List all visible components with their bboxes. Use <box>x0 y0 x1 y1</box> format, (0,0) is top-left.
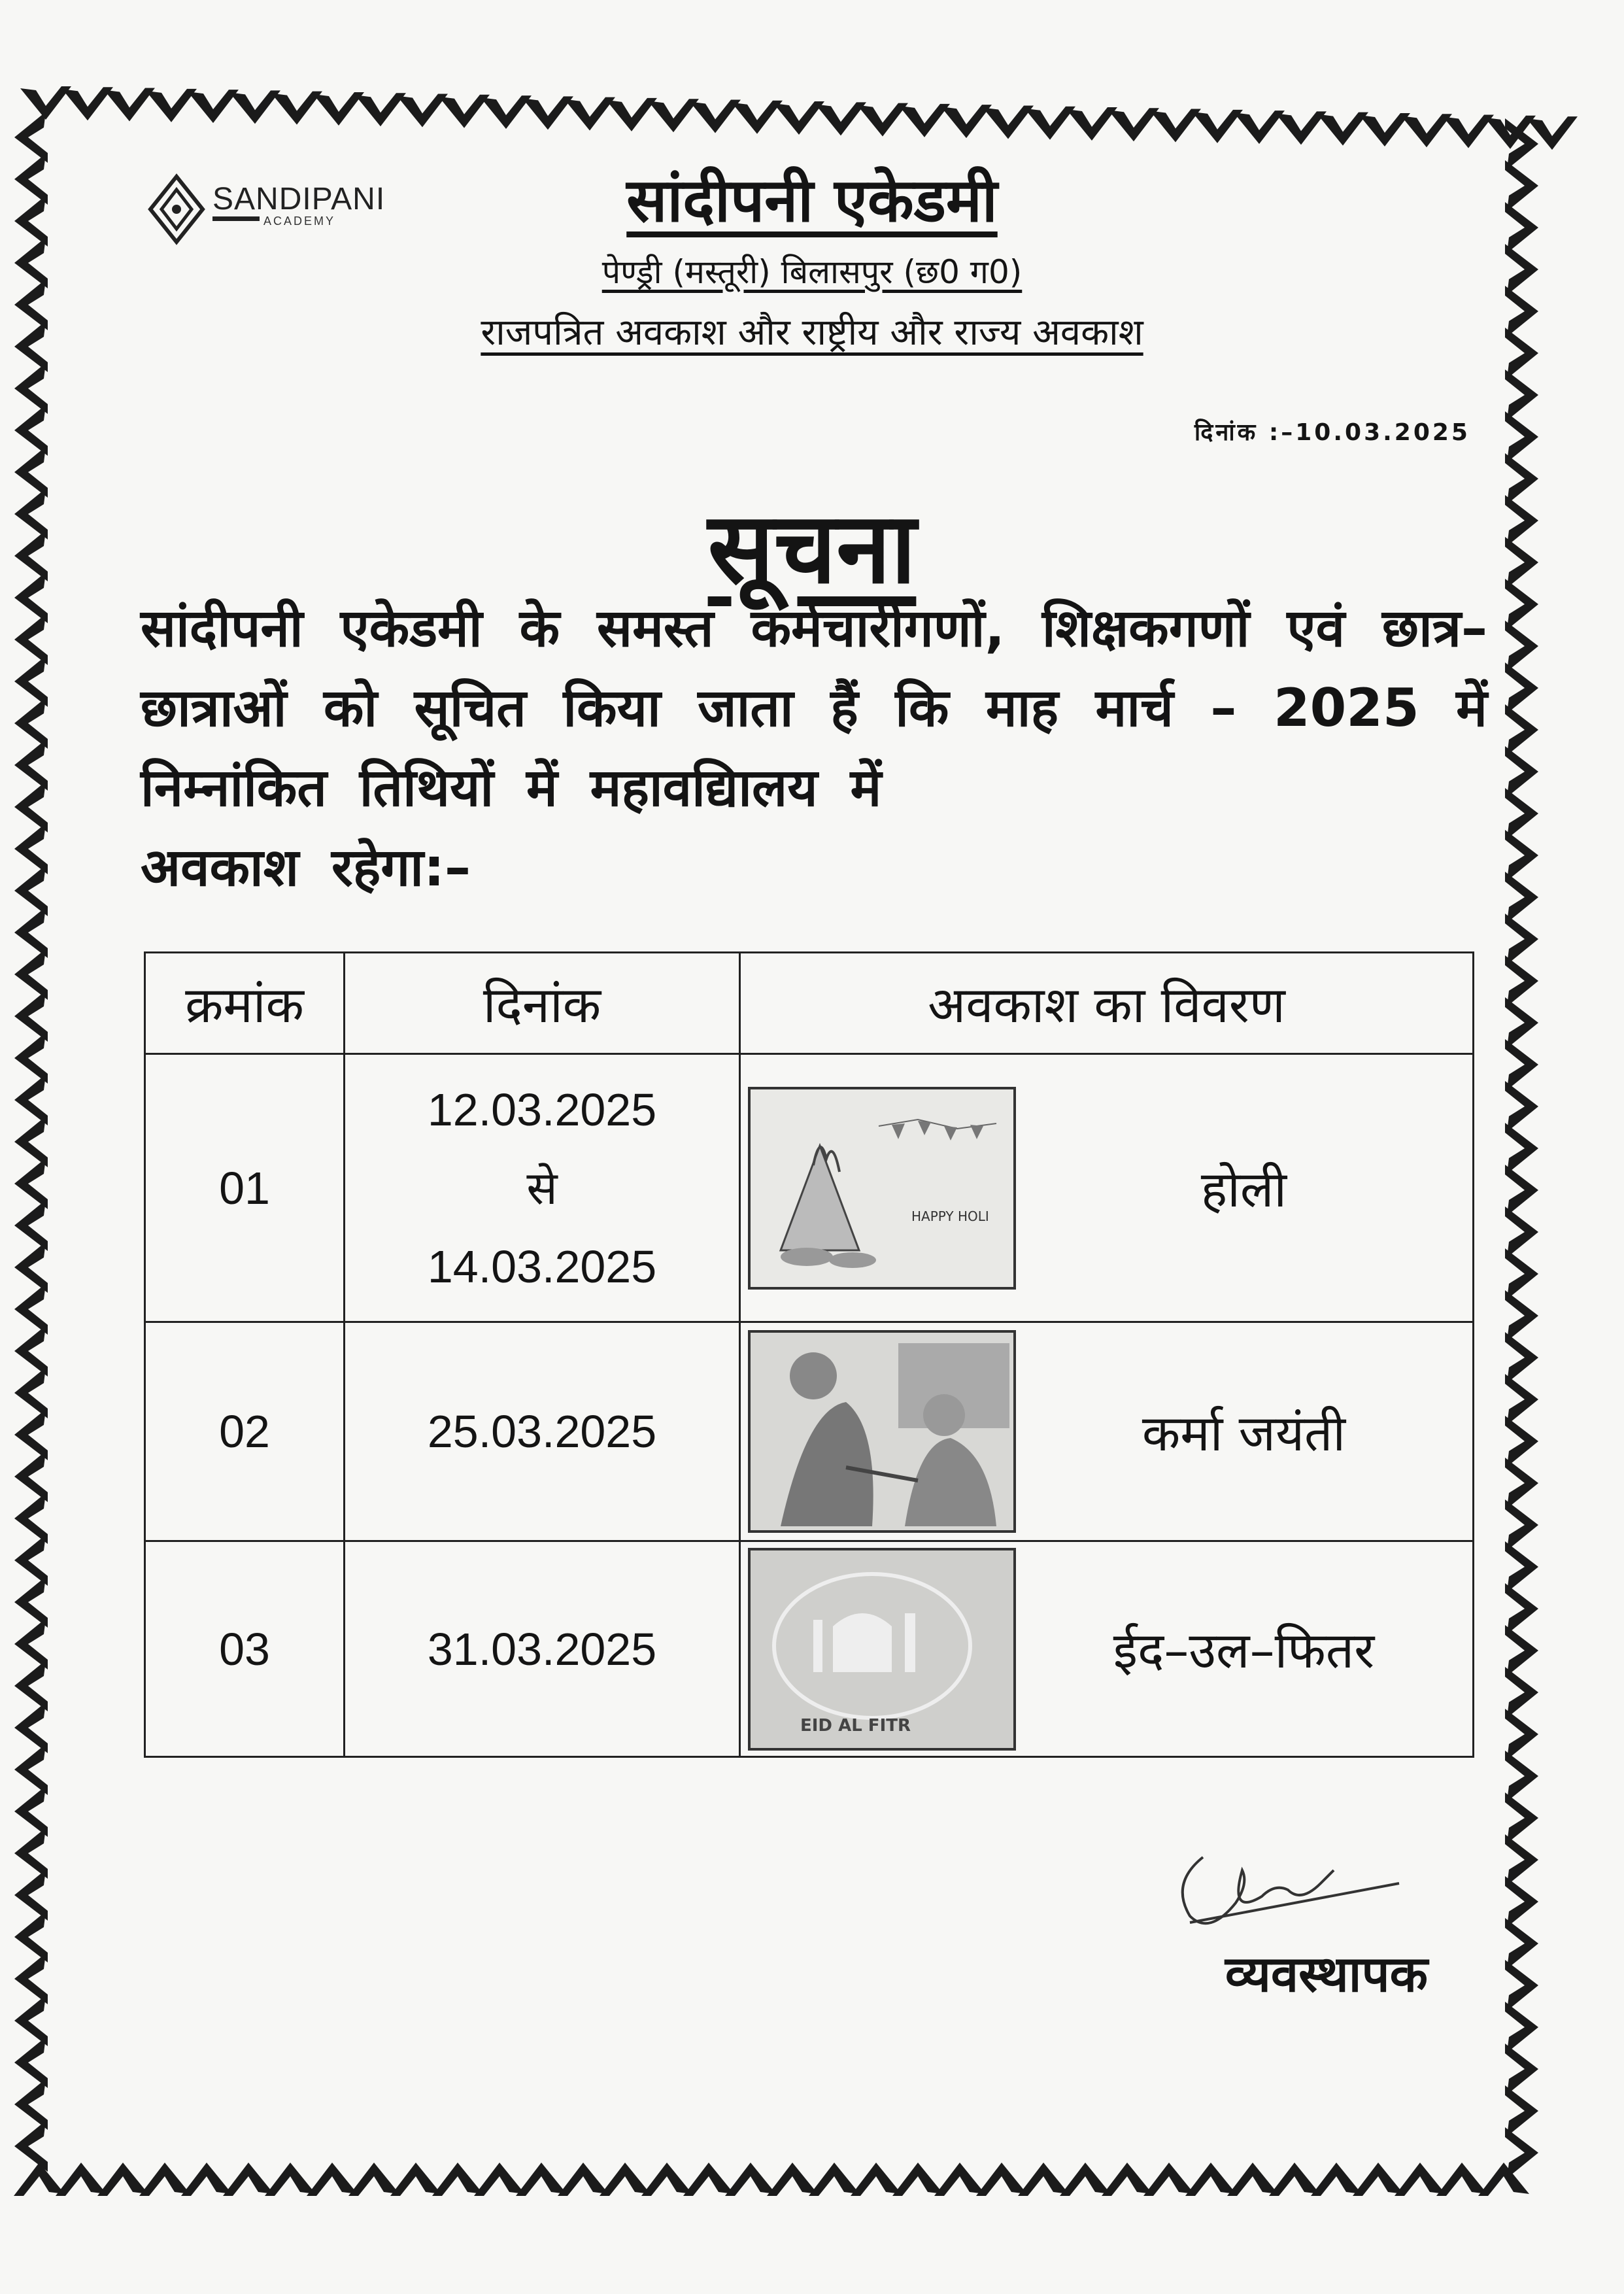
header-date: दिनांक <box>345 953 740 1054</box>
border-bird-icon <box>1505 914 1538 965</box>
border-bird-icon <box>62 87 113 120</box>
border-bird-icon <box>648 99 699 132</box>
border-bird-icon <box>14 1953 48 2004</box>
border-bird-icon <box>223 2163 274 2196</box>
border-bird-icon <box>809 2163 860 2196</box>
border-bird-icon <box>97 2163 148 2196</box>
border-bird-icon <box>14 614 48 665</box>
notice-body-last: अवकाश रहेगा:– <box>141 837 471 898</box>
border-bird-icon <box>1108 108 1159 141</box>
signature <box>1164 1844 1412 1949</box>
border-bird-icon <box>14 1493 48 1544</box>
row-holiday-name: कर्मा जयंती <box>1142 1403 1346 1462</box>
border-bird-icon <box>14 991 48 1042</box>
header-sno: क्रमांक <box>145 953 345 1054</box>
row-holiday-name: होली <box>1200 1160 1287 1218</box>
border-bird-icon <box>14 1618 48 1669</box>
border-bird-icon <box>1276 111 1327 145</box>
academy-address: पेण्ड्री (मस्तूरी) बिलासपुर (छ0 ग0) <box>601 253 1023 291</box>
border-bird-icon <box>1505 746 1538 797</box>
table-row <box>145 1322 1474 1541</box>
border-bird-icon <box>1505 1374 1538 1425</box>
border-bird-icon <box>1505 830 1538 881</box>
border-bird-icon <box>1505 1081 1538 1132</box>
border-bird-icon <box>815 102 866 135</box>
border-bird-icon <box>606 98 657 131</box>
row-date-from: 12.03.2025 <box>427 1084 657 1135</box>
border-bird-icon <box>1505 2002 1538 2053</box>
border-bird-icon <box>1311 2163 1362 2196</box>
row-description <box>740 1054 1474 1322</box>
border-bird-icon <box>857 103 908 137</box>
logo-sub: ACADEMY <box>263 214 336 228</box>
border-bird-icon <box>1505 1960 1538 2011</box>
border-bird-icon <box>725 2163 776 2196</box>
border-bird-icon <box>1505 1165 1538 1216</box>
border-bird-icon <box>1505 1625 1538 1676</box>
border-bird-icon <box>14 1702 48 1753</box>
border-bird-icon <box>181 2163 232 2196</box>
border-bird-icon <box>14 2079 48 2130</box>
border-bird-icon <box>307 2163 358 2196</box>
border-bird-icon <box>1505 1039 1538 1090</box>
holi-image-text: HAPPY HOLI <box>911 1208 989 1224</box>
border-bird-icon <box>14 1326 48 1377</box>
border-bird-icon <box>14 949 48 1000</box>
border-bird-icon <box>1505 955 1538 1006</box>
border-bird-icon <box>14 1074 48 1125</box>
border-bird-icon <box>1505 2044 1538 2095</box>
border-bird-icon <box>1185 2163 1236 2196</box>
border-bird-icon <box>14 1995 48 2046</box>
border-bird-icon <box>934 2163 985 2196</box>
border-bird-icon <box>1505 1751 1538 1802</box>
border-bird-icon <box>355 93 406 126</box>
border-bird-icon <box>1505 872 1538 923</box>
border-bird-icon <box>1192 110 1243 143</box>
karma-jayanti-image <box>748 1330 1016 1533</box>
border-bird-icon <box>773 101 824 135</box>
border-bird-icon <box>1505 662 1538 713</box>
border-bird-icon <box>1066 107 1117 141</box>
border-bird-icon <box>976 2163 1027 2196</box>
border-bird-icon <box>348 2163 399 2196</box>
border-bird-icon <box>14 1870 48 1921</box>
border-bird-icon <box>1143 2163 1194 2196</box>
border-bird-icon <box>1505 1332 1538 1383</box>
border-bird-icon <box>1505 1123 1538 1174</box>
border-bird-icon <box>851 2163 902 2196</box>
table-row <box>145 1541 1474 1757</box>
border-bird-icon <box>1505 621 1538 672</box>
border-bird-icon <box>641 2163 692 2196</box>
border-bird-icon <box>1505 997 1538 1048</box>
border-bird-icon <box>1150 109 1201 143</box>
border-bird-icon <box>14 2037 48 2088</box>
border-bird-icon <box>390 2163 441 2196</box>
border-bird-icon <box>1436 2163 1487 2196</box>
border-bird-icon <box>564 97 615 131</box>
border-bird-icon <box>14 2121 48 2172</box>
border-bird-icon <box>14 2163 65 2196</box>
border-bird-icon <box>14 363 48 414</box>
border-bird-icon <box>14 1828 48 1879</box>
border-bird-icon <box>1505 1541 1538 1592</box>
eid-image-text: EID AL FITR <box>800 1715 911 1736</box>
border-bird-icon <box>1505 2127 1538 2178</box>
border-bird-icon <box>1505 1583 1538 1634</box>
notice-date: दिनांक :–10.03.2025 <box>1194 419 1470 446</box>
border-bird-icon <box>14 1200 48 1251</box>
border-bird-icon <box>892 2163 943 2196</box>
border-bird-icon <box>1234 111 1285 144</box>
border-bird-icon <box>14 698 48 749</box>
table-header-row <box>145 953 1474 1054</box>
border-bird-icon <box>139 2163 190 2196</box>
row-sno: 03 <box>145 1541 345 1757</box>
border-bird-icon <box>104 88 155 122</box>
border-bird-icon <box>1395 2163 1446 2196</box>
header-description: अवकाश का विवरण <box>740 953 1474 1054</box>
border-bird-icon <box>14 112 48 163</box>
border-bird-icon <box>1505 1207 1538 1258</box>
border-bird-icon <box>313 92 364 126</box>
border-bird-icon <box>1505 369 1538 420</box>
border-bird-icon <box>14 405 48 456</box>
border-bird-icon <box>1018 2163 1069 2196</box>
border-bird-icon <box>1353 2163 1404 2196</box>
border-bird-icon <box>14 1744 48 1795</box>
border-bird-icon <box>1478 2163 1529 2196</box>
border-bird-icon <box>1505 1248 1538 1299</box>
border-bird-icon <box>1505 1792 1538 1843</box>
signer-title: व्यवस्थापक <box>1225 1945 1428 2003</box>
border-bird-icon <box>1505 1709 1538 1760</box>
row-holiday-name: ईद–उल–फितर <box>1113 1621 1375 1679</box>
border-bird-icon <box>732 101 783 134</box>
border-bird-icon <box>14 740 48 791</box>
border-bird-icon <box>271 92 322 125</box>
border-bird-icon <box>1060 2163 1111 2196</box>
border-bird-icon <box>14 1577 48 1628</box>
row-date <box>345 1054 740 1322</box>
border-bird-icon <box>397 94 448 128</box>
holiday-table <box>144 951 1474 1758</box>
table-row <box>145 1054 1474 1322</box>
logo-name: SANDIPANI <box>212 182 386 216</box>
row-sno: 02 <box>145 1322 345 1541</box>
border-bird-icon <box>1443 115 1494 148</box>
row-date-sep: से <box>526 1162 558 1214</box>
border-bird-icon <box>516 2163 567 2196</box>
border-bird-icon <box>14 1242 48 1293</box>
border-bird-icon <box>14 1367 48 1418</box>
border-bird-icon <box>14 1786 48 1837</box>
border-bird-icon <box>14 1911 48 1962</box>
row-description <box>740 1541 1474 1757</box>
eid-image <box>748 1548 1016 1751</box>
border-bird-icon <box>1505 1416 1538 1467</box>
row-sno: 01 <box>145 1054 345 1322</box>
border-bird-icon <box>1505 788 1538 839</box>
border-bird-icon <box>1505 1876 1538 1927</box>
notice-body <box>141 589 1487 908</box>
border-bird-icon <box>14 1451 48 1502</box>
border-bird-icon <box>14 1660 48 1711</box>
border-bird-icon <box>1505 1918 1538 1969</box>
border-bird-icon <box>146 89 197 122</box>
border-bird-icon <box>1401 114 1452 147</box>
border-bird-icon <box>265 2163 316 2196</box>
border-bird-icon <box>1505 704 1538 755</box>
border-bird-icon <box>683 2163 734 2196</box>
border-bird-icon <box>1505 1667 1538 1718</box>
border-bird-icon <box>439 95 490 128</box>
row-date: 25.03.2025 <box>345 1322 740 1541</box>
border-bird-icon <box>56 2163 107 2196</box>
border-bird-icon <box>14 865 48 916</box>
border-bird-icon <box>983 105 1034 139</box>
border-bird-icon <box>899 104 950 137</box>
border-bird-icon <box>1227 2163 1278 2196</box>
border-bird-icon <box>1269 2163 1320 2196</box>
border-bird-icon <box>14 823 48 874</box>
border-bird-icon <box>600 2163 651 2196</box>
border-bird-icon <box>1359 113 1410 146</box>
border-bird-icon <box>474 2163 525 2196</box>
border-bird-icon <box>14 1033 48 1084</box>
border-bird-icon <box>14 1158 48 1209</box>
border-bird-icon <box>481 95 532 129</box>
border-bird-icon <box>1505 1458 1538 1509</box>
border-bird-icon <box>941 105 992 138</box>
border-bird-icon <box>522 96 573 129</box>
holi-bonfire-image <box>748 1087 1016 1290</box>
border-bird-icon <box>14 781 48 832</box>
border-bird-icon <box>14 656 48 707</box>
border-bird-icon <box>14 1409 48 1460</box>
border-bird-icon <box>14 1116 48 1167</box>
border-bird-icon <box>14 1535 48 1586</box>
border-bird-icon <box>1505 1834 1538 1885</box>
border-bird-icon <box>1505 2085 1538 2136</box>
notice-subtitle: राजपत्रित अवकाश और राष्ट्रीय और राज्य अवकाश <box>481 311 1143 354</box>
border-bird-icon <box>14 1284 48 1335</box>
border-bird-icon <box>1317 112 1368 146</box>
border-bird-icon <box>690 99 741 133</box>
border-bird-icon <box>1505 1499 1538 1550</box>
border-bird-icon <box>1024 107 1075 140</box>
border-bird-icon <box>188 90 239 123</box>
border-bird-icon <box>229 90 280 124</box>
border-bird-icon <box>558 2163 609 2196</box>
notice-body-text: सांदीपनी एकेडमी के समस्त कर्मचारीगणों, शिक्षकगणों एवं छात्र–छात्राओं को सूचित किया जाता हैं कि माह मार्च – 2025 में निम्नांकित तिथियों में महावद्यािलय में <box>141 598 1487 818</box>
border-bird-icon <box>432 2163 483 2196</box>
academy-title: सांदीपनी एकेडमी <box>626 165 998 235</box>
border-bird-icon <box>1505 1290 1538 1341</box>
row-date: 31.03.2025 <box>345 1541 740 1757</box>
border-bird-icon <box>20 86 71 120</box>
border-bird-icon <box>1102 2163 1153 2196</box>
border-bird-icon <box>14 907 48 958</box>
row-date-to: 14.03.2025 <box>427 1241 657 1292</box>
border-bird-icon <box>767 2163 818 2196</box>
row-description <box>740 1322 1474 1541</box>
border-bird-icon <box>1505 411 1538 462</box>
notice-heading: सूचना <box>707 492 917 606</box>
